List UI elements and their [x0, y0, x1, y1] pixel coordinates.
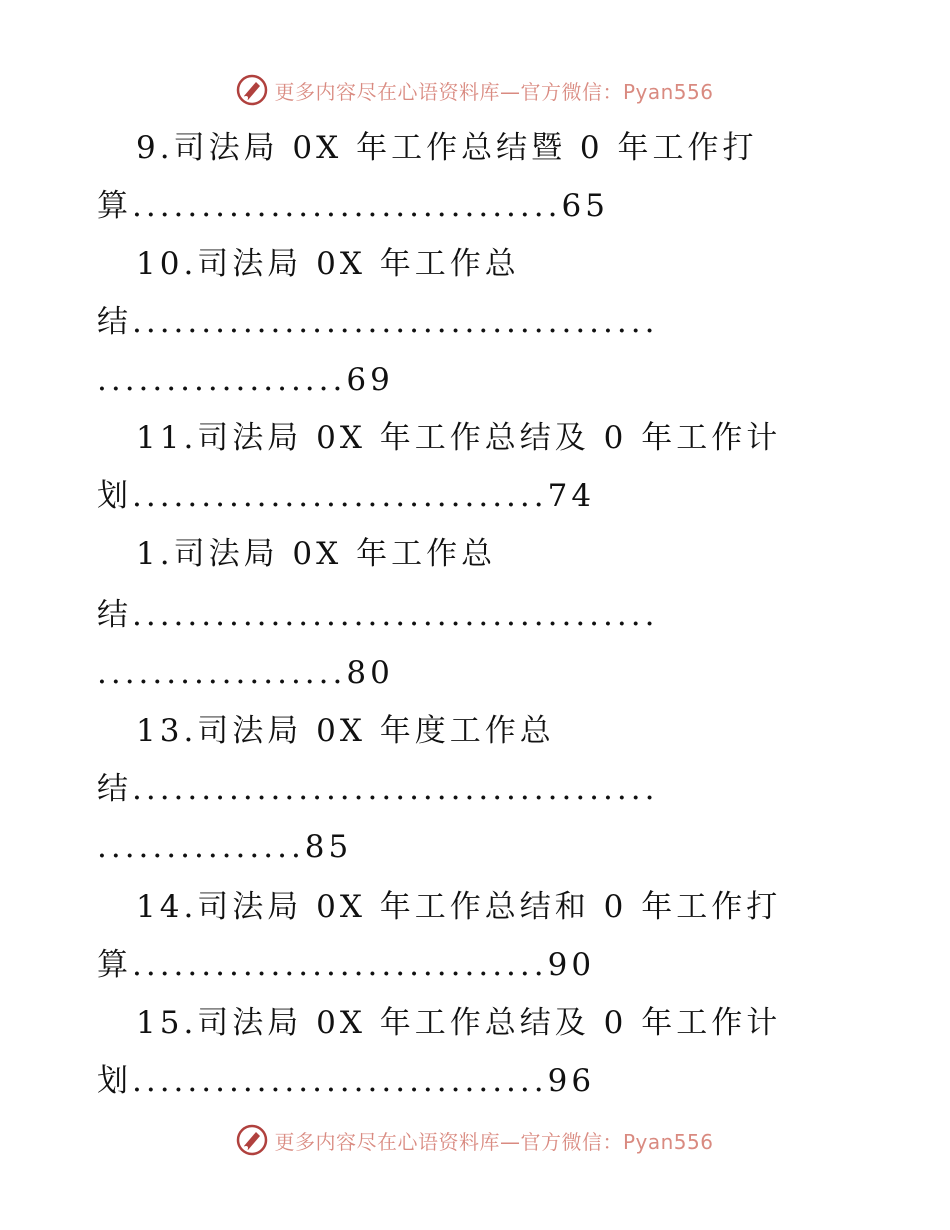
toc-entry-9-leader: 算...............................65: [97, 188, 609, 224]
toc-entry-15-leader: 划..............................96: [97, 1063, 596, 1099]
header-banner: [0, 70, 950, 110]
toc-entry-11-title: 11.司法局 0X 年工作总结及 0 年工作计: [136, 420, 782, 456]
toc-entry-14-leader: 算..............................90: [97, 947, 596, 983]
toc-entry-13-leader: 结......................................: [97, 771, 659, 807]
toc-entry-12-page: ..................80: [97, 655, 394, 691]
toc-entry-10-leader: 结......................................: [97, 304, 659, 340]
footer-banner-text: 更多内容尽在心语资料库—官方微信：Pyan556: [274, 1129, 714, 1154]
header-banner-text: 更多内容尽在心语资料库—官方微信：Pyan556: [274, 79, 714, 104]
toc-entry-12-title: 1.司法局 0X 年工作总: [136, 536, 497, 572]
toc-entry-9-title: 9.司法局 0X 年工作总结暨 0 年工作打: [136, 130, 758, 166]
toc-entry-10-page: ..................69: [97, 362, 394, 398]
toc-entry-15-title: 15.司法局 0X 年工作总结及 0 年工作计: [136, 1005, 782, 1041]
pen-logo-icon: [236, 1124, 268, 1156]
toc-entry-12-leader: 结......................................: [97, 597, 659, 633]
toc-entry-11-leader: 划..............................74: [97, 478, 596, 514]
pen-logo-icon: [236, 74, 268, 106]
toc-entry-10-title: 10.司法局 0X 年工作总: [136, 246, 520, 282]
toc-entry-13-page: ...............85: [97, 829, 353, 865]
toc-entry-14-title: 14.司法局 0X 年工作总结和 0 年工作打: [136, 889, 782, 925]
footer-banner: [0, 1120, 950, 1160]
toc-entry-13-title: 13.司法局 0X 年度工作总: [136, 713, 555, 749]
